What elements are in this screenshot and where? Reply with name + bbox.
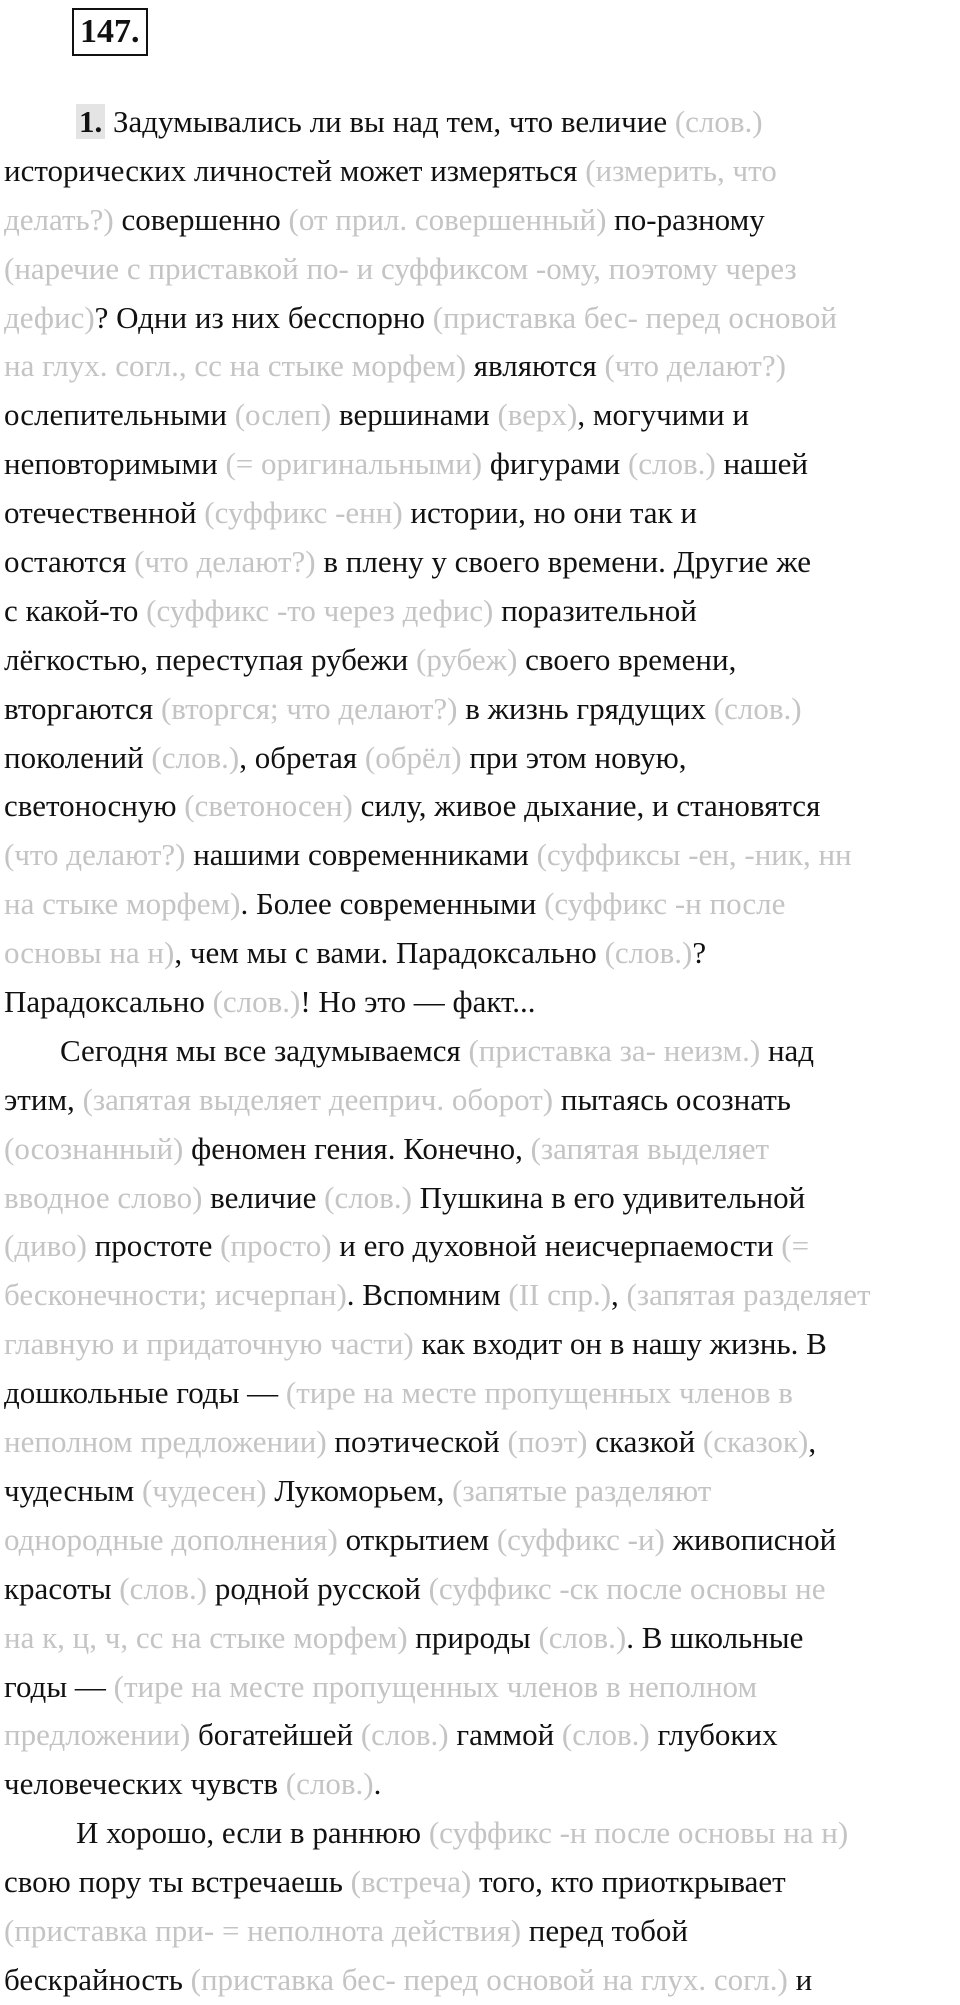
text-line: предложении) богатейшей (слов.) гаммой (слов.) глубоких [4,1717,778,1753]
text-line: лёгкостью, переступая рубежи (рубеж) своего времени, [4,641,737,677]
text-line: на к, ц, ч, сс на стыке морфем) природы (слов.). В школьные [4,1619,804,1655]
exercise-number: 147. [72,8,148,56]
paragraph-marker: 1. [76,104,105,139]
exercise-text [4,98,956,2005]
text-line: неповторимыми (= оригинальными) фигурами (слов.) нашей [4,446,809,482]
text-line: Сегодня мы все задумываемся (приставка за- неизм.) над [60,1032,815,1068]
text-line: Парадоксально (слов.)! Но это — факт... [4,984,536,1020]
text-line: остаются (что делают?) в плену у своего времени. Другие же [4,544,811,580]
text-line: чудесным (чудесен) Лукоморьем, (запятые разделяют [4,1472,712,1508]
text-line: поколений (слов.), обретая (обрёл) при этом новую, [4,739,687,775]
text-line: дошкольные годы — (тире на месте пропущенных членов в [4,1375,793,1411]
text-line: (осознанный) феномен гения. Конечно, (запятая выделяет [4,1130,770,1166]
text-line: основы на н), чем мы с вами. Парадоксально (слов.)? [4,935,707,971]
text-line: (приставка при- = неполнота действия) перед тобой [4,1912,689,1948]
text-line: человеческих чувств (слов.). [4,1766,382,1802]
text-line: (диво) простоте (просто) и его духовной неисчерпаемости (= [4,1228,810,1264]
text-line: ослепительными (ослеп) вершинами (верх), могучими и [4,397,749,433]
text-line: однородные дополнения) открытием (суффикс -и) живописной [4,1521,837,1557]
text-line: главную и придаточную части) как входит он в нашу жизнь. В [4,1326,827,1362]
text-line: на глух. согл., сс на стыке морфем) являются (что делают?) [4,348,786,384]
text-line: бескрайность (приставка бес- перед основой на глух. согл.) и [4,1961,813,1997]
text-line: свою пору ты встречаешь (встреча) того, кто приоткрывает [4,1864,786,1900]
text-line: этим, (запятая выделяет дееприч. оборот) пытаясь осознать [4,1081,791,1117]
text-line: дефис)? Одни из них бесспорно (приставка бес- перед основой [4,299,838,335]
text-line: И хорошо, если в раннюю (суффикс -н после основы на н) [76,1815,849,1851]
text-line: светоносную (светоносен) силу, живое дыхание, и становятся [4,788,821,824]
text-line: бесконечности; исчерпан). Вспомним (II спр.), (запятая разделяет [4,1277,871,1313]
text-line: на стыке морфем). Более современными (суффикс -н после [4,886,786,922]
line-text: Задумывались ли вы над тем, что величие (слов.) [113,104,763,139]
text-line: (что делают?) нашими современниками (суффиксы -ен, -ник, нн [4,837,852,873]
text-line: отечественной (суффикс -енн) истории, но они так и [4,495,697,531]
text-line [4,98,956,147]
text-line: (наречие с приставкой по- и суффиксом -ому, поэтому через [4,250,797,286]
text-line: годы — (тире на месте пропущенных членов в неполном [4,1668,758,1704]
text-line: красоты (слов.) родной русской (суффикс -ск после основы не [4,1570,826,1606]
text-line: вторгаются (вторгся; что делают?) в жизнь грядущих (слов.) [4,690,802,726]
text-line: делать?) совершенно (от прил. совершенный) по-разному [4,201,765,237]
text-line: неполном предложении) поэтической (поэт) сказкой (сказок), [4,1424,817,1460]
text-line: исторических личностей может измеряться (измерить, что [4,152,777,188]
text-line: с какой-то (суффикс -то через дефис) поразительной [4,592,697,628]
text-line: вводное слово) величие (слов.) Пушкина в его удивительной [4,1179,806,1215]
